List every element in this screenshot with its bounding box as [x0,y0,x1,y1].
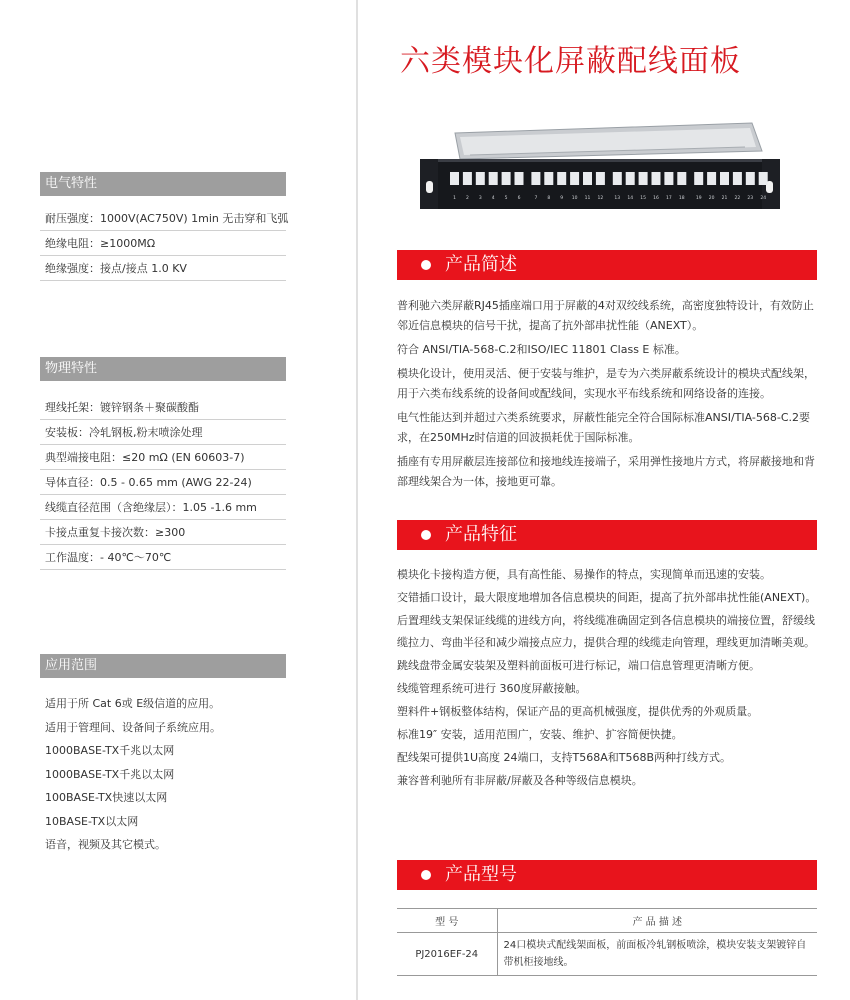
feature-paragraph: 线缆管理系统可进行 360度屏蔽接触。 [397,682,587,695]
spec-row: 绝缘电阻：≥1000MΩ [40,231,286,256]
physical-section [40,357,286,570]
model-table [397,908,817,976]
port-slot [502,172,511,185]
port-slot [450,172,459,185]
spec-row: 理线托架：镀锌钢条＋聚碳酸酯 [40,395,286,420]
port-number-label: 20 [708,196,715,201]
physical-heading: 物理特性 [40,357,286,381]
feature-paragraph: 塑料件+钢板整体结构，保证产品的更高机械强度，提供优秀的外观质量。 [397,705,759,718]
port-number-label: 1 [453,196,456,201]
application-item: 适用于管理间、设备间子系统应用。 [45,720,221,734]
port-number-label: 13 [614,196,621,201]
feature-paragraph: 标准19″ 安装，适用范围广，安装、维护、扩容简便快捷。 [397,728,683,741]
bullet-dot-icon [421,260,431,270]
electrical-section [40,172,289,281]
port-number-label: 19 [695,196,702,201]
overview-paragraph: 插座有专用屏蔽层连接部位和接地线连接端子，采用弹性接地片方式，将屏蔽接地和背部理线架合为一体，接地更可靠。 [397,455,815,488]
features-heading-bar [397,520,817,550]
feature-paragraph: 交错插口设计，最大限度地增加各信息模块的间距，提高了抗外部串扰性能(ANEXT)。 [397,591,817,604]
application-item: 语音，视频及其它模式。 [45,838,166,851]
patch-panel-image [400,115,800,225]
port-number-label: 23 [747,196,754,201]
port-number-label: 6 [517,196,521,201]
spec-row: 安装板：冷轧钢板,粉末喷涂处理 [40,420,286,445]
port-number-label: 5 [504,196,508,201]
bullet-dot-icon [421,870,431,880]
port-slot [720,172,729,185]
port-number-label: 11 [584,196,591,201]
port-slot [557,172,566,185]
application-heading: 应用范围 [40,654,286,678]
application-item: 1000BASE-TX千兆以太网 [45,767,175,781]
feature-paragraph: 后置理线支架保证线缆的进线方向，将线缆准确固定到各信息模块的端接位置，舒缓线缆拉力、弯曲半径和减少端接点应力，提供合理的线缆走向管理，理线更加清晰美观。 [397,614,815,649]
application-item: 1000BASE-TX千兆以太网 [45,744,175,757]
application-section [40,654,286,857]
feature-paragraph: 配线架可提供1U高度 24端口，支持T568A和T568B两种打线方式。 [397,751,732,764]
models-heading: 产品型号 [445,864,517,885]
spec-row: 耐压强度：1000V(AC750V) 1min 无击穿和飞弧 [40,206,286,231]
port-slot [515,172,524,185]
models-heading-bar [397,860,817,890]
port-slot [489,172,498,185]
spec-row: 线缆直径范围（含绝缘层）：1.05 -1.6 mm [40,495,286,520]
port-number-label: 2 [465,196,469,201]
feature-paragraph: 模块化卡接构造方便，具有高性能、易操作的特点，实现简单而迅速的安装。 [397,568,771,581]
port-slot [759,172,768,185]
port-number-label: 14 [627,196,634,201]
model-code: PJ2016EF-24 [397,933,497,976]
port-slot [694,172,703,185]
port-slot [613,172,622,185]
spec-row: 卡接点重复卡接次数：≥300 [40,520,286,545]
application-item: 适用于所 Cat 6或 E级信道的应用。 [45,697,221,710]
spec-row: 导体直径：0.5 - 0.65 mm (AWG 22-24) [40,470,286,495]
port-slot [639,172,648,185]
port-number-label: 9 [560,196,564,201]
spec-row: 工作温度：- 40℃～70℃ [40,545,286,570]
port-slot [733,172,742,185]
port-slot [746,172,755,185]
features-text [397,564,817,793]
port-number-label: 12 [597,196,604,201]
bullet-dot-icon [421,530,431,540]
feature-paragraph: 跳线盘带金属安装架及塑料前面板可进行标记，端口信息管理更清晰方便。 [397,659,760,672]
port-number-label: 24 [760,196,767,201]
application-item: 100BASE-TX快速以太网 [45,791,168,804]
page-title: 六类模块化屏蔽配线面板 [400,44,741,79]
port-number-label: 18 [678,196,685,201]
port-number-label: 3 [478,196,482,201]
port-slot [677,172,686,185]
electrical-heading: 电气特性 [40,172,286,196]
port-slot [626,172,635,185]
port-slot [570,172,579,185]
overview-paragraph: 电气性能达到并超过六类系统要求，屏蔽性能完全符合国际标准ANSI/TIA-568-C.2要求，在250MHz时信道的回波损耗优于国际标准。 [397,411,811,444]
port-slot [531,172,540,185]
port-slot [583,172,592,185]
spec-row: 绝缘强度：接点/接点 1.0 KV [40,256,286,281]
port-number-label: 15 [640,196,646,201]
overview-heading-bar [397,250,817,280]
port-slot [476,172,485,185]
model-description: 24口模块式配线架面板，前面板冷轧钢板喷涂，模块安装支架镀锌自带机柜接地线。 [497,933,817,976]
overview-paragraph: 普利驰六类屏蔽RJ45插座端口用于屏蔽的4对双绞线系统，高密度独特设计，有效防止邻近信息模块的信号干扰，提高了抗外部串扰性能（ANEXT）。 [397,299,814,332]
column-header-model: 型 号 [397,909,497,933]
port-number-label: 17 [666,196,672,201]
port-number-label: 21 [721,196,728,201]
port-slot [544,172,553,185]
overview-paragraph: 符合 ANSI/TIA-568-C.2和ISO/IEC 11801 Class E 标准。 [397,343,686,356]
port-slot [664,172,673,185]
application-item: 10BASE-TX以太网 [45,814,139,828]
port-number-label: 7 [534,196,538,201]
port-slot [652,172,661,185]
overview-text [397,296,817,496]
column-divider [356,0,358,1000]
overview-paragraph: 模块化设计，使用灵活、便于安装与维护，是专为六类屏蔽系统设计的模块式配线架，用于六类布线系统的设备间或配线间，实现水平布线系统和网络设备的连接。 [397,367,815,400]
port-slot [596,172,605,185]
port-number-label: 4 [491,196,495,201]
port-slot [707,172,716,185]
column-header-description: 产 品 描 述 [497,909,817,933]
table-row [397,933,817,976]
port-number-label: 10 [571,196,578,201]
features-heading: 产品特征 [445,524,517,545]
overview-heading: 产品简述 [445,254,517,275]
spec-row: 典型端接电阻：≤20 mΩ (EN 60603-7) [40,445,286,470]
table-header-row [397,909,817,933]
feature-paragraph: 兼容普利驰所有非屏蔽/屏蔽及各种等级信息模块。 [397,774,643,787]
port-number-label: 8 [547,196,551,201]
port-number-label: 16 [653,196,659,201]
port-number-label: 22 [734,196,741,201]
port-slot [463,172,472,185]
